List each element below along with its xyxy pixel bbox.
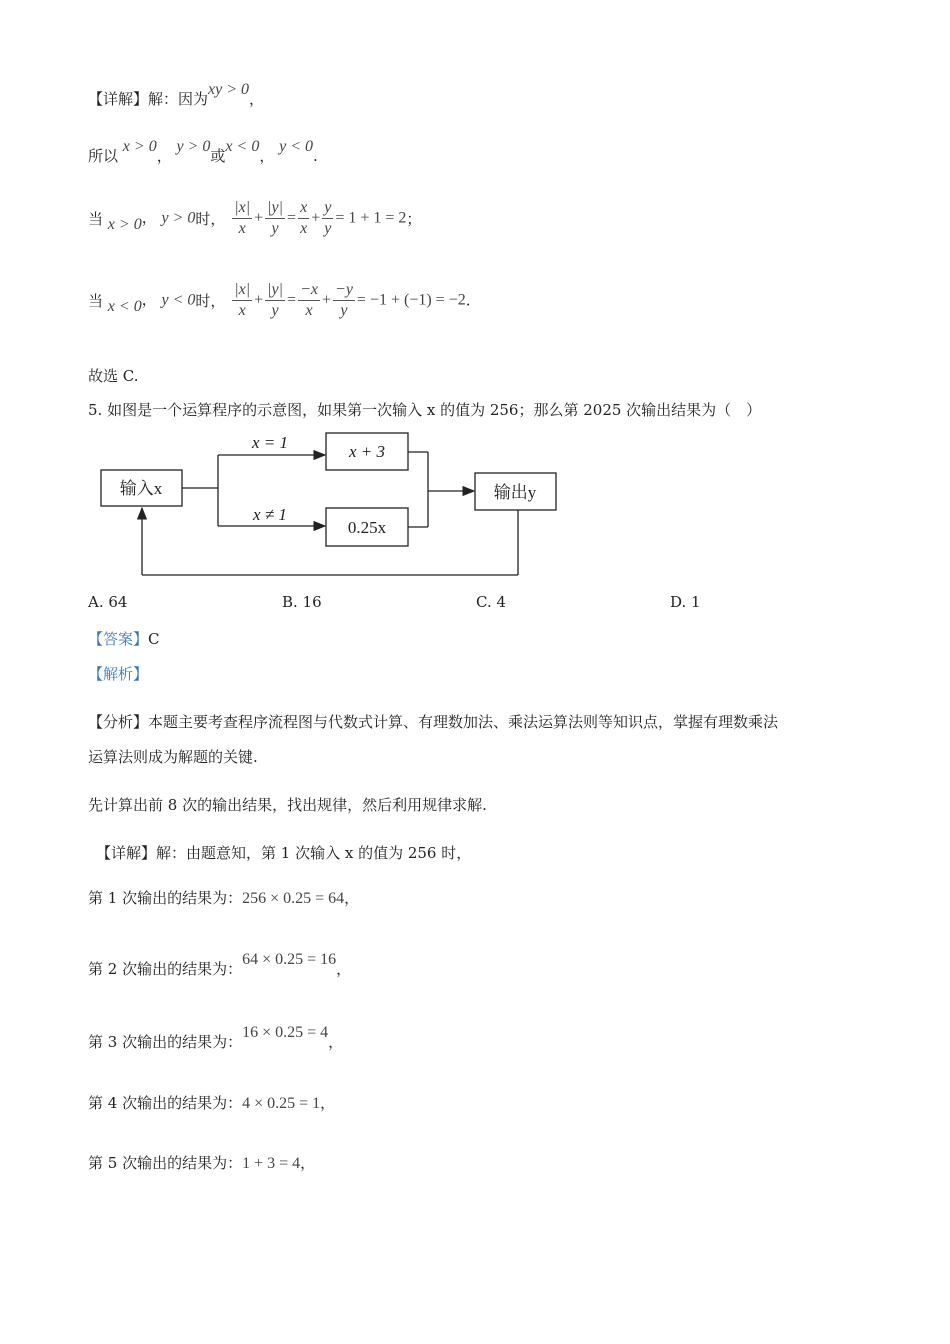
question-5: 5. 如图是一个运算程序的示意图，如果第一次输入 x 的值为 256；那么第 2025 次输出结果为（ ）	[88, 401, 762, 419]
numerator: x	[298, 198, 309, 219]
denominator: y	[271, 220, 279, 237]
numerator: −x	[298, 280, 320, 301]
detail-label: 【详解】解：因为	[88, 90, 209, 108]
math-y-neg: y < 0	[279, 138, 314, 155]
numerator: |x|	[232, 280, 252, 301]
punct: ，	[156, 147, 172, 165]
punct: ，	[249, 90, 265, 108]
denominator: x	[238, 302, 246, 319]
math-y-pos: y > 0	[161, 209, 196, 227]
equals: =	[287, 291, 297, 309]
numerator: y	[322, 198, 333, 219]
denominator: y	[324, 220, 332, 237]
step-expr: 64 × 0.25 = 16	[242, 951, 337, 968]
option-a: A. 64	[88, 593, 128, 611]
when-text: 当	[88, 292, 104, 310]
punct: ，	[320, 1094, 336, 1112]
option-d: D. 1	[670, 593, 701, 611]
punct: ，	[300, 1154, 316, 1172]
denominator: x	[305, 302, 313, 319]
analysis-line-2: 运算法则成为解题的关键.	[88, 748, 258, 766]
math-x-neg: x < 0	[107, 297, 142, 315]
step-label: 第 1 次输出的结果为：	[88, 889, 243, 907]
output-step-2	[88, 951, 352, 979]
box-0-25x-label: 0.25x	[347, 518, 387, 537]
step-label: 第 4 次输出的结果为：	[88, 1094, 243, 1112]
step-expr: 1 + 3 = 4	[242, 1155, 301, 1172]
input-label: 输入x	[119, 479, 163, 498]
output-step-3	[88, 1024, 344, 1052]
math-x-neg: x < 0	[225, 138, 260, 155]
punct: ，	[336, 960, 352, 978]
condition-x-neq-1: x ≠ 1	[253, 505, 287, 524]
output-label: 输出y	[493, 483, 537, 502]
plus: +	[311, 209, 321, 227]
flowchart	[0, 0, 950, 600]
math-x-pos: x > 0	[122, 138, 157, 155]
punct: ，	[141, 208, 157, 227]
math-y-neg: y < 0	[161, 291, 196, 309]
step-label: 第 2 次输出的结果为：	[88, 960, 243, 978]
punct: ；	[406, 210, 422, 228]
output-step-5	[88, 1152, 315, 1173]
punct: ，	[259, 147, 275, 165]
numerator: |y|	[265, 198, 285, 219]
answer-value: C	[148, 630, 160, 648]
result-expr: = 1 + 1 = 2	[335, 209, 407, 227]
result-expr: = −1 + (−1) = −2	[356, 291, 466, 309]
numerator: |y|	[265, 280, 285, 301]
step-expr: 16 × 0.25 = 4	[242, 1024, 329, 1041]
punct: ，	[344, 889, 360, 907]
punct: ，	[141, 290, 157, 309]
answer-line	[88, 628, 160, 649]
box-x-plus-3-label: x + 3	[348, 442, 386, 461]
math-x-pos: x > 0	[107, 215, 142, 233]
analysis-line-1: 【分析】本题主要考查程序流程图与代数式计算、有理数加法、乘法运算法则等知识点，掌握有理数乘法	[88, 713, 779, 731]
when-suffix: 时，	[195, 210, 226, 228]
numerator: |x|	[232, 198, 252, 219]
punct: .	[313, 147, 318, 165]
choose-line: 故选 C.	[88, 367, 139, 385]
option-b: B. 16	[282, 593, 322, 611]
output-step-1	[88, 887, 359, 908]
punct: .	[465, 291, 471, 310]
plus: +	[254, 291, 264, 309]
math-y-pos: y > 0	[176, 138, 211, 155]
plus: +	[321, 291, 332, 309]
denominator: y	[271, 302, 279, 319]
denominator: x	[300, 220, 308, 237]
step-label: 第 5 次输出的结果为：	[88, 1154, 243, 1172]
or-text: 或	[210, 147, 226, 165]
step-expr: 4 × 0.25 = 1	[242, 1095, 321, 1112]
step-expr: 256 × 0.25 = 64	[242, 890, 345, 907]
math-xy-positive: xy > 0	[208, 81, 250, 98]
analysis-label: 【解析】	[88, 665, 149, 683]
when-suffix: 时，	[195, 292, 226, 310]
condition-x-eq-1: x = 1	[251, 433, 289, 452]
detail-line-2: 【详解】解：由题意知，第 1 次输入 x 的值为 256 时，	[96, 844, 472, 862]
option-c: C. 4	[476, 593, 507, 611]
denominator: x	[238, 220, 246, 237]
punct: ，	[328, 1033, 344, 1051]
plus: +	[254, 209, 264, 227]
when-text: 当	[88, 210, 104, 228]
output-step-4	[88, 1092, 335, 1113]
step-label: 第 3 次输出的结果为：	[88, 1033, 243, 1051]
analysis-line-3: 先计算出前 8 次的输出结果，找出规律，然后利用规律求解.	[88, 796, 487, 814]
answer-label: 【答案】	[88, 630, 149, 648]
numerator: −y	[333, 280, 355, 301]
denominator: y	[340, 302, 348, 319]
so-text: 所以	[88, 147, 119, 165]
equals: =	[287, 209, 297, 227]
